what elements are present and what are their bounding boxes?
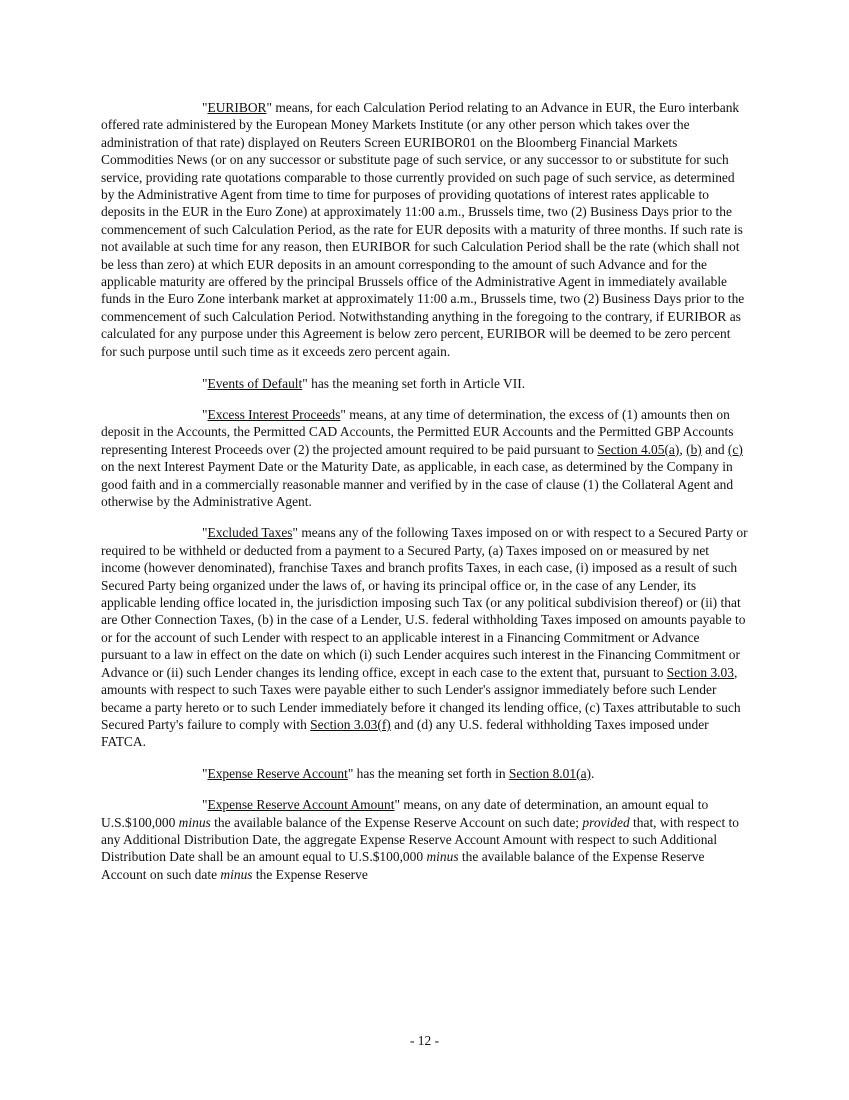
text-run: on the next Interest Payment Date or the Maturity Date, as applicable, in each case, as determined by the Company in good faith and in a commercially reasonable manner and verified by in the case of clause (1) the Collateral Agent and otherwise by the Administrative Agent. (101, 459, 734, 510)
text-run: " means any of the following Taxes imposed on or with respect to a Secured Party or required to be withheld or deducted from a payment to a Secured Party, (a) Taxes imposed on or measured by net income (however denominated), franchise Taxes and branch profits Taxes, in each case, (i) imposed as a result of such Secured Party being organized under the laws of, or having its principal office or, in the case of any Lender, its applicable lending office located in, the jurisdiction imposing such Tax (or any political subdivision thereof) or (ii) that are Other Connection Taxes, (b) in the case of a Lender, U.S. federal withholding Taxes imposed on amounts payable to or for the account of such Lender with respect to an applicable interest in a Financing Commitment or Advance pursuant to a law in effect on the date on which (i) such Lender acquires such interest in the Financing Commitment or Advance or (ii) such Lender changes its lending office, except in each case to the extent that, pursuant to (101, 525, 748, 680)
emphasis-text: minus (220, 866, 253, 882)
text-run: " has the meaning set forth in Article VII. (302, 375, 526, 391)
text-run: and (701, 441, 728, 457)
page-number: - 12 - (409, 1033, 440, 1048)
definition-expense-reserve-account (101, 765, 748, 782)
text-run: , (679, 441, 687, 457)
defined-term: Excess Interest Proceeds (207, 407, 341, 422)
defined-term: Expense Reserve Account (207, 765, 348, 781)
definition-excess-interest-proceeds (101, 406, 748, 510)
text-run: " has the meaning set forth in (347, 765, 509, 781)
definition-excluded-taxes (101, 524, 748, 750)
defined-term: Section 8.01(a) (508, 765, 592, 781)
emphasis-text: minus (426, 849, 459, 865)
defined-term: Excluded Taxes (207, 525, 293, 541)
text-run: " (202, 797, 208, 813)
defined-term: Section 4.05(a) (597, 441, 680, 457)
text-run: , amounts with respect to such Taxes were payable either to such Lender's assignor immediately before such Lender became a party hereto or to such Lender immediately before it changed its lending office, (c) Taxes attributable to such Secured Party's failure to comply with (101, 664, 741, 732)
emphasis-text: provided (582, 814, 630, 830)
definition-expense-reserve-account-amount (101, 796, 748, 883)
defined-term: Events of Default (207, 375, 303, 391)
defined-term: Expense Reserve Account Amount (207, 797, 395, 813)
text-run: " (202, 375, 208, 391)
definition-events-of-default (101, 375, 748, 392)
defined-term: Section 3.03(f) (310, 716, 391, 732)
document-page (101, 99, 748, 897)
text-run: the Expense Reserve (252, 866, 368, 882)
text-run: " means, for each Calculation Period relating to an Advance in EUR, the Euro interbank offered rate administered by the European Money Markets Institute (or any other person which takes over the administration of that rate) displayed on Reuters Screen EURIBOR01 on the Bloomberg Financial Markets Commodities News (or on any successor or substitute page of such service, or any successor to or substitute for such service, providing rate quotations comparable to those currently provided on such page of such service, as determined by the Administrative Agent from time to time for purposes of providing quotations of interest rates applicable to deposits in the EUR in the Euro Zone) at approximately 11:00 a.m., Brussels time, two (2) Business Days prior to the commencement of such Calculation Period, as the rate for EUR deposits with a maturity of three months. If such rate is not available at such time for any reason, then EURIBOR for such Calculation Period shall be the rate (which shall not be less than zero) at which EUR deposits in an amount corresponding to the amount of such Advance and for the applicable maturity are offered by the principal Brussels office of the Administrative Agent in immediately available funds in the Euro Zone interbank market at approximately 11:00 a.m., Brussels time, two (2) Business Days prior to the commencement of such Calculation Period. Notwithstanding anything in the foregoing to the contrary, if EURIBOR as calculated for any purpose under this Agreement is below zero percent, EURIBOR will be deemed to be zero percent for such purpose until such time as it exceeds zero percent again. (101, 100, 745, 359)
text-run: " means, on any date of determination, an amount equal to U.S.$100,000 (101, 797, 709, 830)
text-run: the available balance of the Expense Reserve Account on such date; (210, 814, 583, 830)
text-run: " (202, 407, 208, 422)
text-run: " (202, 525, 208, 541)
defined-term: (b) (686, 441, 702, 457)
text-run: that, with respect to any Additional Distribution Date, the aggregate Expense Reserve Account Amount with respect to such Additional Distribution Date shall be an amount equal to U.S.$100,000 (101, 814, 740, 865)
text-run: " means, at any time of determination, the excess of (1) amounts then on deposit in the Accounts, the Permitted CAD Accounts, the Permitted EUR Accounts and the Permitted GBP Accounts representing Interest Proceeds over (2) the projected amount required to be paid pursuant to (101, 407, 734, 457)
emphasis-text: minus (178, 814, 211, 830)
text-run: " (202, 765, 208, 781)
defined-term: Section 3.03 (666, 664, 734, 680)
text-run: . (591, 765, 595, 781)
text-run: " (202, 100, 208, 115)
text-run: the available balance of the Expense Reserve Account on such date (101, 849, 705, 882)
definition-euribor (101, 99, 748, 360)
text-run: and (d) any U.S. federal withholding Taxes imposed under FATCA. (101, 716, 709, 750)
defined-term: (c) (727, 441, 743, 457)
defined-term: EURIBOR (207, 100, 267, 115)
